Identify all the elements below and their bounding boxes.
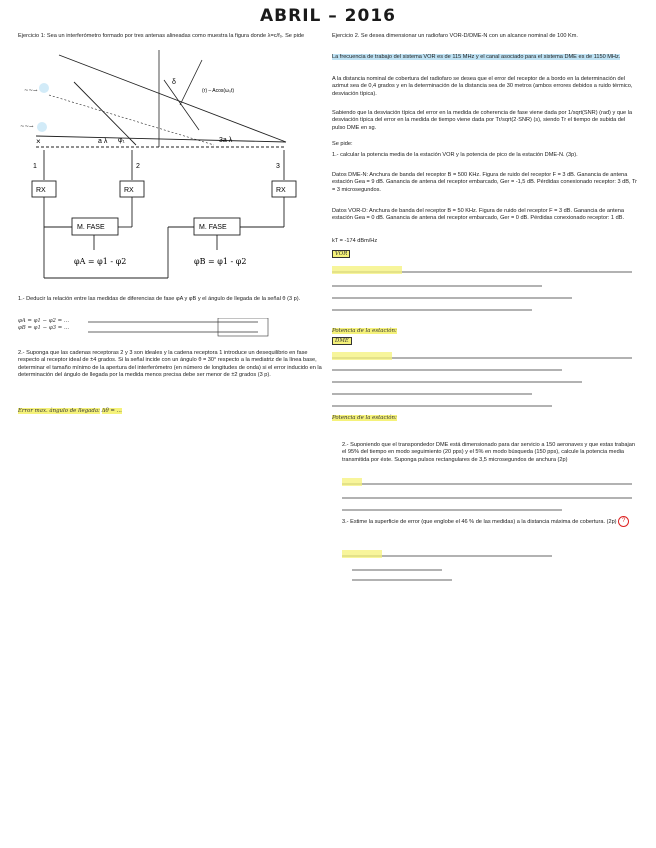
baseline-solid [36, 136, 286, 142]
dme-work: DME Potencia de la estación: [332, 338, 397, 421]
question-1-left: 1.- Deducir la relación entre las medidas de diferencias de fase φA y φB y el ángulo de llegada de la señal θ (3 p). [18, 296, 301, 302]
se-pide: Se pide: [332, 141, 353, 147]
exercise-2-q1: 1.- calcular la potencia media de la estación VOR y la potencia de pico de la estación DME-N. (3p). [332, 152, 578, 158]
exercise-2-q3: 3.- Estime la superficie de error (que englobe el 46 % de las medidas) a la distancia máxima de cobertura. (2p) ? [342, 516, 640, 527]
datos-vor: Datos VOR-D: Anchura de banda del receptor B = 50 KHz. Figura de ruido del receptor F = 3 dB. Ganancia de antena estación Gea = 0 dB. Ganancia de antena del receptor embarcado, Ger = 0 dB. Pérdidas conexionado receptor: 1 dB. [332, 208, 624, 222]
exercise-2-p3: Sabiendo que la desviación típica del error en la medida de coherencia de fase viene dada por 1/sqrt(SNR) (rad) y que la desviación típica del error en la medida de tiempo viene dada por Tr/sqrt(2·SNR) (s), siendo Tr el tiempo de subida del pulso DME en sg. [332, 110, 633, 131]
svg-text:~~→: ~~→ [20, 124, 34, 130]
antenna-3-label: 3 [276, 163, 280, 170]
kt-value: kT = -174 dBm/Hz [332, 238, 378, 244]
svg-text:~~→: ~~→ [24, 88, 38, 94]
label-psi1: φ₁ [118, 137, 125, 144]
handwritten-work-scribbles [332, 258, 642, 588]
mfase-label-b: M. FASE [199, 224, 227, 231]
rx-label-3: RX [276, 187, 286, 194]
exercise-2-p2: A la distancia nominal de cobertura del radiofaro se desea que el error del receptor de a bordo en la determinación del azimut sea de 0,4 grados y en la determinación de la distancia sea de 30 metros (ambos errores debidos a ruido térmico, desviación típica). [332, 76, 633, 97]
phase-eq-b: φB = φ1 - φ2 [194, 257, 247, 266]
svg-text:×: × [36, 137, 41, 146]
exercise-2-q2: 2.- Suponiendo que el transpondedor DME está dimensionado para dar servicio a 150 aeronaves y que estas trabajan el 95% del tiempo en modo seguimiento (20 pps) y el 5% en modo búsqueda (150 pps), calcule la potencia media transmitida por éste. Suponga pulsos rectangulares de 3,5 microsegundos de anchura (2p) [342, 442, 635, 463]
question-1-work: φA = φ1 − φ2 = ... φB = φ1 − φ3 = ... [18, 318, 70, 331]
label-delta: δ [172, 79, 176, 86]
vor-work: VOR Potencia de la estación: [332, 251, 397, 334]
exercise-1-intro: Ejercicio 1: Sea un interferómetro formado por tres antenas alineadas como muestra la figura donde λ=c/f₀. Se pide [18, 33, 305, 39]
left-handwritten-scribbles [18, 318, 318, 348]
question-2-left: 2.- Suponga que las cadenas receptoras 2 y 3 son ideales y la cadena receptora 1 introduce un desequilibrio en fase respecto al receptor ideal de ±4 grados. Si la señal incide con un ángulo θ = 30° respecto a la mediatriz de la línea base, determinar el tamaño mínimo de la apertura del interferómetro (en número de longitudes de onda) si el error inducido en la determinación del ángulo de llegada por la medida menos precisa debe ser menor de ±2 grados (3 p). [18, 350, 322, 379]
antenna-1-label: 1 [33, 163, 37, 170]
rx-label-1: RX [36, 187, 46, 194]
question-mark-icon: ? [618, 516, 629, 527]
rx-label-2: RX [124, 187, 134, 194]
interferometer-diagram [14, 50, 324, 290]
label-3a-lambda: 3a λ [219, 137, 233, 144]
label-signal: (r) – Acos(ω₀t) [202, 88, 235, 94]
exercise-2-intro: Ejercicio 2. Se desea dimensionar un radiofaro VOR-D/DME-N con un alcance nominal de 100 Km. [332, 33, 578, 39]
antenna-2-label: 2 [136, 163, 140, 170]
page-title: ABRIL – 2016 [259, 6, 396, 26]
datos-dme: Datos DME-N: Anchura de banda del receptor B = 500 KHz. Figura de ruido del receptor F = 3 dB. Ganancia de antena estación Gea = 9 dB. Ganancia de antena del receptor embarcado, Ger = -1,5 dB. Pérdidas conexionado receptor: 3 dB, Tr = 3 microsegundos. [332, 172, 638, 193]
mfase-label-a: M. FASE [77, 224, 105, 231]
label-a-lambda: a λ [98, 138, 108, 145]
question-2-work: Error max. ángulo de llegada: Δθ = ... [18, 408, 122, 414]
phase-eq-a: φA = φ1 - φ2 [74, 257, 127, 266]
exercise-2-p1: La frecuencia de trabajo del sistema VOR es de 115 MHz y el canal asociado para el sistema DME es de 1150 MHz. [332, 54, 621, 60]
